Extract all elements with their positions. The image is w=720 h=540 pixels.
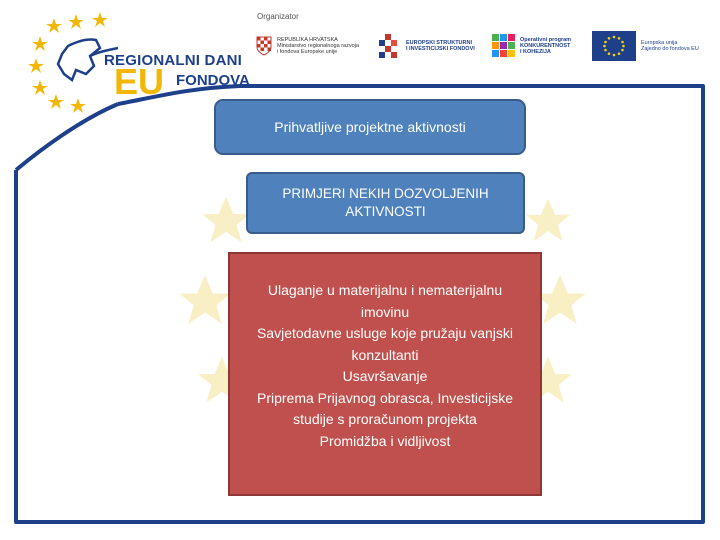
partner-esi-funds [376,30,475,62]
partner-ministry-text: REPUBLIKA HRVATSKA Ministarstvo regionalnoga razvoja i fondova Europske unije [277,36,359,56]
organizer-label: Organizator [257,12,299,21]
croatia-coat-of-arms-icon [256,36,272,56]
partner-esi-funds-text: EUROPSKI STRUKTURNI I INVESTICIJSKI FONDOVI [406,39,475,52]
slide-title-box [214,99,526,155]
partner-ministry [256,30,359,62]
partner-eu-text: Europska unija Zajedno do fondova EU [641,39,699,52]
activity-item: Priprema Prijavnog obrasca, Investicijske studije s proračunom projekta [257,389,513,427]
regionalni-dani-logo [28,8,248,113]
activity-item: Ulaganje u materijalnu i nematerijalnu imovinu [267,282,503,320]
logo-title-line2: FONDOVA [176,72,250,89]
activity-item: Usavršavanje [342,368,428,384]
slide-subtitle: PRIMJERI NEKIH DOZVOLJENIH AKTIVNOSTI [282,185,489,219]
partner-eu [592,30,699,62]
partner-opcc-text: Operativni program KONKURENTNOST I KOHEZIJA [520,36,572,56]
partner-opcc [492,30,571,62]
activity-item: Savjetodavne usluge koje pružaju vanjski konzultanti [256,325,514,363]
logo-eu: EU [114,61,165,102]
esi-funds-logo-icon [376,33,402,59]
opcc-logo-icon [492,34,516,58]
activities-box [228,252,542,496]
logo-title-line1: REGIONALNI DANI [104,52,242,69]
activity-item: Promidžba i vidljivost [319,432,451,449]
slide-title: Prihvatljive projektne aktivnosti [274,119,466,135]
eu-flag-icon [592,31,636,61]
subtitle-box [246,172,525,234]
